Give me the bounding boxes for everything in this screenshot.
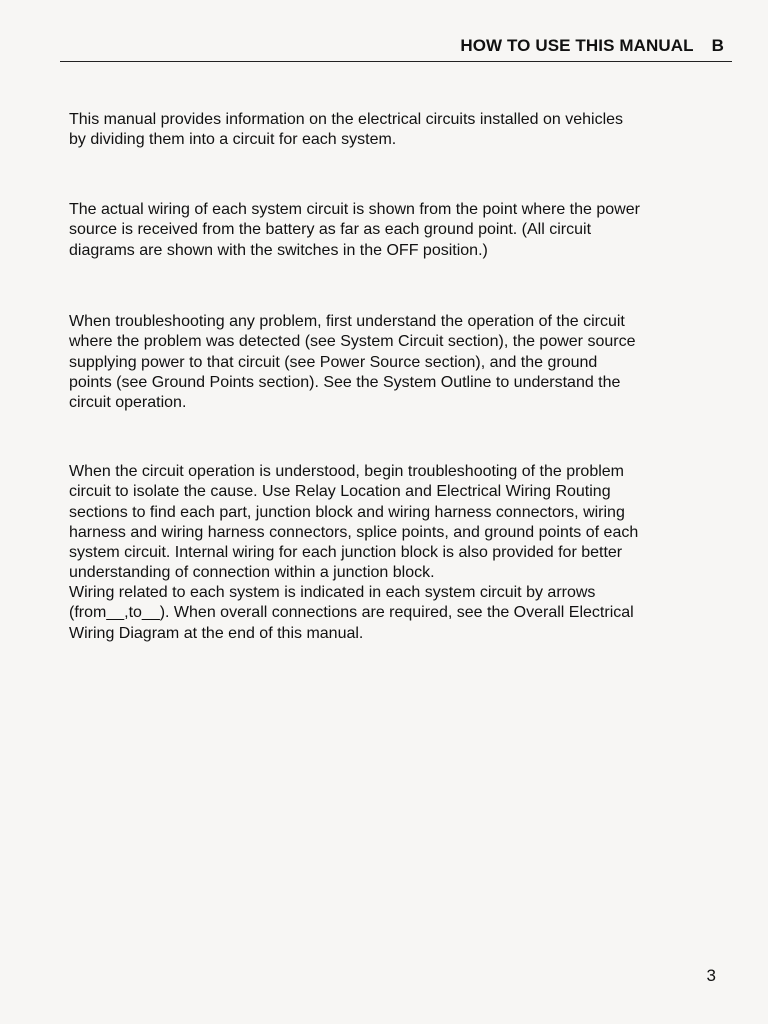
paragraph-intro: This manual provides information on the electrical circuits installed on vehicles by dividing them into a circuit for each system. (69, 111, 624, 149)
paragraph-troubleshooting: When troubleshooting any problem, first understand the operation of the circuit where the problem was detected (see System Circuit section), the power source supplying power to that circuit (see Power Source section), and the ground points (see Ground Points section). See the System Outline to understand the circuit operation. (69, 313, 636, 412)
header-section-letter: B (711, 36, 724, 55)
header-title: HOW TO USE THIS MANUAL (460, 36, 694, 55)
paragraph-wiring-arrows: Wiring related to each system is indicated in each system circuit by arrows (from__,to__). When overall connections are required, see the Overall Electrical Wiring Diagram at the end of this manual. (69, 584, 634, 642)
page-number: 3 (706, 966, 716, 985)
page-header (460, 36, 724, 56)
paragraph-circuit-operation: When the circuit operation is understood, begin troubleshooting of the problem circuit to isolate the cause. Use Relay Location and Electrical Wiring Routing sections to find each part, junction block and wiring harness connectors, wiring harness and wiring harness connectors, splice points, and ground points of each system circuit. Internal wiring for each junction block is also provided for better understanding of connection within a junction block. (69, 463, 639, 582)
header-divider (60, 61, 732, 62)
paragraph-wiring: The actual wiring of each system circuit is shown from the point where the power source is received from the battery as far as each ground point. (All circuit diagrams are shown with the switches in the OFF position.) (69, 201, 640, 259)
